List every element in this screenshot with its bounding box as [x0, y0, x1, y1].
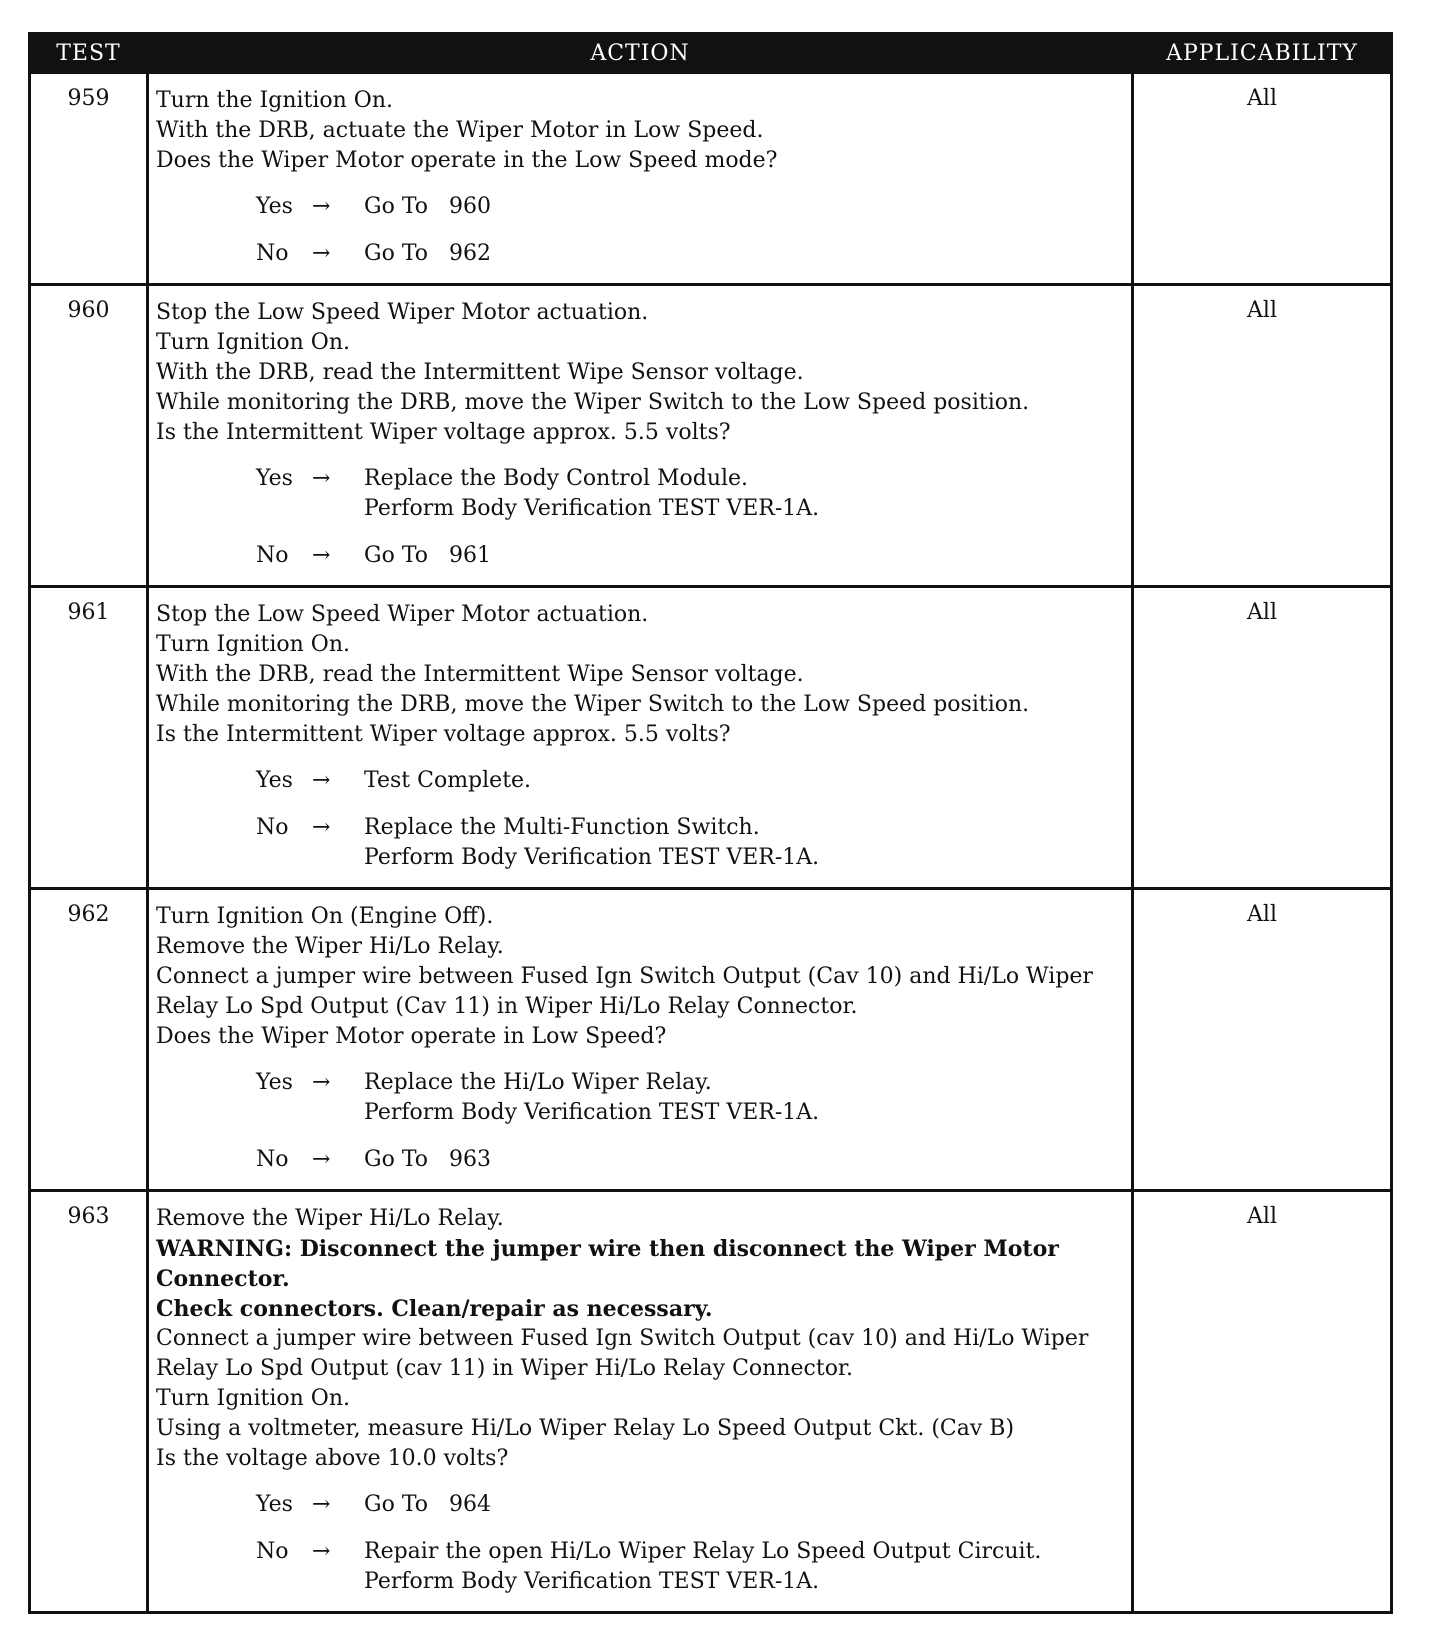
arrow-right-icon: → [312, 194, 331, 219]
test-number: 961 [30, 587, 148, 889]
outcome-label: No [256, 241, 289, 266]
outcome-line: Go To 960 [364, 194, 491, 219]
outcome-yes [256, 464, 1125, 524]
action-step: With the DRB, actuate the Wiper Motor in Low Speed. [156, 118, 764, 143]
action-step: Connect a jumper wire between Fused Ign Switch Output (Cav 10) and Hi/Lo Wiper Relay Lo Spd Output (Cav 11) in Wiper Hi/Lo Relay Connector. [156, 964, 1093, 1019]
action-step: Turn Ignition On. [156, 1386, 350, 1411]
action-step: With the DRB, read the Intermittent Wipe Sensor voltage. [156, 662, 804, 687]
table-row [30, 73, 1392, 285]
action-step: While monitoring the DRB, move the Wiper Switch to the Low Speed position. [156, 692, 1030, 717]
outcome-list [156, 192, 1125, 269]
outcome-label: Yes [256, 1070, 293, 1095]
action-step: Connect a jumper wire between Fused Ign Switch Output (cav 10) and Hi/Lo Wiper Relay Lo Spd Output (cav 11) in Wiper Hi/Lo Relay Connector. [156, 1326, 1089, 1381]
outcome-no [256, 813, 1125, 873]
outcome-list [156, 1068, 1125, 1175]
outcome-line: Replace the Body Control Module. [364, 466, 749, 491]
outcome-line: Go To 962 [364, 241, 491, 266]
action-step: Using a voltmeter, measure Hi/Lo Wiper Relay Lo Speed Output Ckt. (Cav B) [156, 1416, 1015, 1441]
action-step: Does the Wiper Motor operate in the Low Speed mode? [156, 148, 778, 173]
arrow-right-icon: → [312, 768, 331, 793]
outcome-yes [256, 1068, 1125, 1128]
table-header-row [30, 34, 1392, 73]
action-step: Is the Intermittent Wiper voltage approx. 5.5 volts? [156, 722, 731, 747]
table-row [30, 587, 1392, 889]
outcome-label: Yes [256, 1492, 293, 1517]
outcome-label: No [256, 1539, 289, 1564]
outcome-list [156, 464, 1125, 571]
outcome-label: No [256, 543, 289, 568]
outcome-line: Replace the Hi/Lo Wiper Relay. [364, 1070, 712, 1095]
applicability-cell: All [1133, 587, 1392, 889]
arrow-right-icon: → [312, 241, 331, 266]
test-number: 960 [30, 285, 148, 587]
test-number: 962 [30, 889, 148, 1191]
arrow-right-icon: → [312, 466, 331, 491]
action-cell [148, 285, 1133, 587]
outcome-result [364, 541, 1125, 571]
outcome-line: Perform Body Verification TEST VER-1A. [364, 496, 820, 521]
outcome-line: Test Complete. [364, 768, 532, 793]
arrow-right-icon: → [312, 543, 331, 568]
outcome-line: Go To 963 [364, 1147, 491, 1172]
action-cell [148, 73, 1133, 285]
action-step: Remove the Wiper Hi/Lo Relay. [156, 934, 504, 959]
action-cell [148, 889, 1133, 1191]
action-step: Does the Wiper Motor operate in Low Speed? [156, 1024, 667, 1049]
action-step: While monitoring the DRB, move the Wiper Switch to the Low Speed position. [156, 390, 1030, 415]
outcome-line: Perform Body Verification TEST VER-1A. [364, 845, 820, 870]
arrow-right-icon: → [312, 1492, 331, 1517]
outcome-line: Go To 961 [364, 543, 491, 568]
header-test: TEST [30, 34, 148, 73]
table-row [30, 285, 1392, 587]
outcome-no [256, 1537, 1125, 1597]
action-cell [148, 587, 1133, 889]
arrow-right-icon: → [312, 815, 331, 840]
action-step: Turn the Ignition On. [156, 88, 394, 113]
action-step: With the DRB, read the Intermittent Wipe Sensor voltage. [156, 360, 804, 385]
outcome-no [256, 1145, 1125, 1175]
outcome-result [364, 239, 1125, 269]
outcome-label: Yes [256, 466, 293, 491]
action-step: Is the voltage above 10.0 volts? [156, 1446, 509, 1471]
action-step: Stop the Low Speed Wiper Motor actuation. [156, 602, 649, 627]
outcome-line: Replace the Multi-Function Switch. [364, 815, 760, 840]
outcome-result [364, 464, 1125, 524]
test-number: 959 [30, 73, 148, 285]
outcome-label: Yes [256, 768, 293, 793]
diagnostic-procedure-sheet [28, 32, 1390, 1614]
outcome-no [256, 541, 1125, 571]
table-row [30, 889, 1392, 1191]
outcome-list [156, 1490, 1125, 1597]
action-step: Stop the Low Speed Wiper Motor actuation. [156, 300, 649, 325]
action-step: Turn Ignition On (Engine Off). [156, 904, 494, 929]
action-step: Turn Ignition On. [156, 632, 350, 657]
applicability-cell: All [1133, 285, 1392, 587]
header-applicability: APPLICABILITY [1133, 34, 1392, 73]
outcome-result [364, 813, 1125, 873]
applicability-cell: All [1133, 889, 1392, 1191]
outcome-result [364, 1490, 1125, 1520]
applicability-cell: All [1133, 1191, 1392, 1613]
outcome-yes [256, 1490, 1125, 1520]
action-step: Remove the Wiper Hi/Lo Relay. [156, 1206, 504, 1231]
outcome-result [364, 766, 1125, 796]
outcome-result [364, 1537, 1125, 1597]
arrow-right-icon: → [312, 1070, 331, 1095]
outcome-yes [256, 192, 1125, 222]
arrow-right-icon: → [312, 1539, 331, 1564]
diagnostic-test-table [28, 32, 1393, 1614]
outcome-label: No [256, 1147, 289, 1172]
table-body [30, 73, 1392, 1613]
outcome-label: No [256, 815, 289, 840]
outcome-result [364, 1068, 1125, 1128]
table-row [30, 1191, 1392, 1613]
action-step: WARNING: Disconnect the jumper wire then disconnect the Wiper Motor Connector. [156, 1236, 1059, 1292]
outcome-list [156, 766, 1125, 873]
outcome-label: Yes [256, 194, 293, 219]
outcome-line: Perform Body Verification TEST VER-1A. [364, 1569, 820, 1594]
action-cell [148, 1191, 1133, 1613]
test-number: 963 [30, 1191, 148, 1613]
action-step: Turn Ignition On. [156, 330, 350, 355]
outcome-line: Perform Body Verification TEST VER-1A. [364, 1100, 820, 1125]
outcome-no [256, 239, 1125, 269]
outcome-line: Go To 964 [364, 1492, 491, 1517]
outcome-result [364, 192, 1125, 222]
outcome-yes [256, 766, 1125, 796]
header-action: ACTION [148, 34, 1133, 73]
applicability-cell: All [1133, 73, 1392, 285]
outcome-result [364, 1145, 1125, 1175]
outcome-line: Repair the open Hi/Lo Wiper Relay Lo Speed Output Circuit. [364, 1539, 1042, 1564]
action-step: Is the Intermittent Wiper voltage approx. 5.5 volts? [156, 420, 731, 445]
action-step: Check connectors. Clean/repair as necessary. [156, 1296, 713, 1322]
arrow-right-icon: → [312, 1147, 331, 1172]
